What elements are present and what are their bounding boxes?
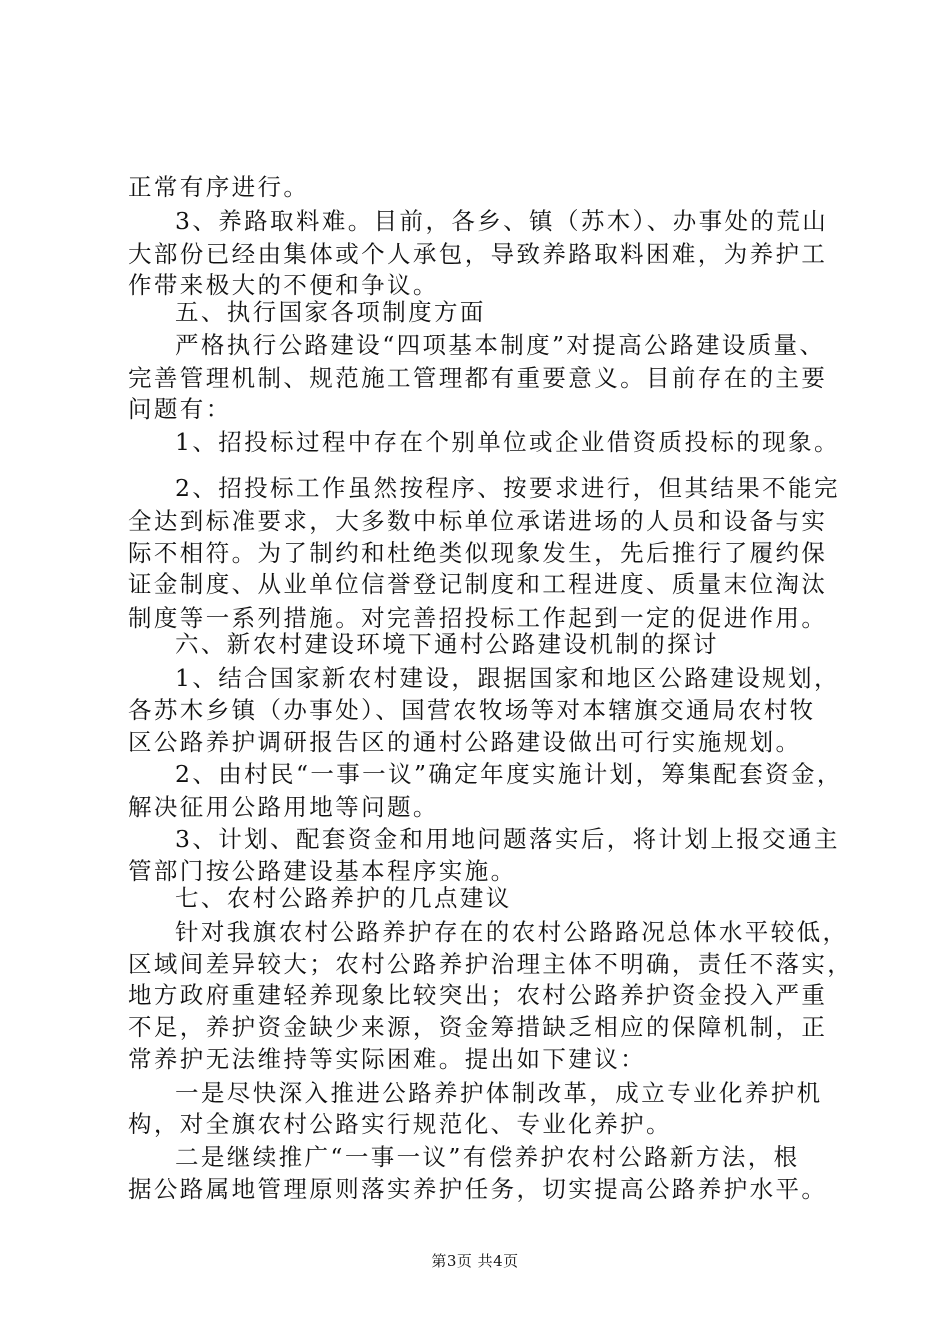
text-line: 际不相符。为了制约和杜绝类似现象发生，先后推行了履约保	[128, 539, 828, 567]
text-line: 严格执行公路建设“四项基本制度”对提高公路建设质量、	[175, 331, 826, 359]
text-line: 二是继续推广“一事一议”有偿养护农村公路新方法，根	[175, 1143, 800, 1171]
text-line: 不足，养护资金缺少来源，资金筹措缺乏相应的保障机制，正	[128, 1013, 828, 1041]
text-line: 一是尽快深入推进公路养护体制改革，成立专业化养护机	[175, 1079, 823, 1107]
text-line: 大部份已经由集体或个人承包，导致养路取料困难，为养护工	[128, 240, 828, 268]
text-line: 3、计划、配套资金和用地问题落实后，将计划上报交通主	[175, 825, 840, 853]
text-line: 1、招投标过程中存在个别单位或企业借资质投标的现象。	[175, 428, 840, 456]
text-line: 解决征用公路用地等问题。	[128, 793, 439, 821]
text-line: 正常有序进行。	[128, 173, 310, 201]
text-line: 完善管理机制、规范施工管理都有重要意义。目前存在的主要	[128, 364, 828, 392]
section-heading: 七、农村公路养护的几点建议	[175, 884, 512, 912]
section-heading: 五、执行国家各项制度方面	[175, 298, 486, 326]
text-line: 问题有：	[128, 395, 232, 423]
text-line: 常养护无法维持等实际困难。提出如下建议：	[128, 1045, 646, 1073]
text-line: 区公路养护调研报告区的通村公路建设做出可行实施规划。	[128, 728, 802, 756]
text-line: 各苏木乡镇（办事处）、国营农牧场等对本辖旗交通局农村牧	[128, 696, 816, 724]
text-line: 3、养路取料难。目前，各乡、镇（苏木）、办事处的荒山	[175, 207, 829, 235]
text-line: 据公路属地管理原则落实养护任务，切实提高公路养护水平。	[128, 1175, 828, 1203]
text-line: 1、结合国家新农村建设，跟据国家和地区公路建设规划，	[175, 664, 840, 692]
section-heading: 六、新农村建设环境下通村公路建设机制的探讨	[175, 630, 719, 658]
text-line: 全达到标准要求，大多数中标单位承诺进场的人员和设备与实	[128, 507, 828, 535]
text-line: 证金制度、从业单位信誉登记制度和工程进度、质量末位淘汰	[128, 570, 828, 598]
text-line: 2、招投标工作虽然按程序、按要求进行，但其结果不能完	[175, 474, 840, 502]
text-line: 制度等一系列措施。对完善招投标工作起到一定的促进作用。	[128, 604, 828, 632]
text-line: 构，对全旗农村公路实行规范化、专业化养护。	[128, 1110, 672, 1138]
text-line: 地方政府重建轻养现象比较突出；农村公路养护资金投入严重	[128, 981, 828, 1009]
text-line: 2、由村民“一事一议”确定年度实施计划，筹集配套资金，	[175, 760, 843, 788]
page-footer: 第3页 共4页	[431, 1252, 519, 1270]
text-line: 管部门按公路建设基本程序实施。	[128, 857, 517, 885]
text-line: 针对我旗农村公路养护存在的农村公路路况总体水平较低，	[175, 918, 849, 946]
text-line: 作带来极大的不便和争议。	[128, 271, 439, 299]
text-line: 区域间差异较大；农村公路养护治理主体不明确，责任不落实，	[128, 950, 854, 978]
